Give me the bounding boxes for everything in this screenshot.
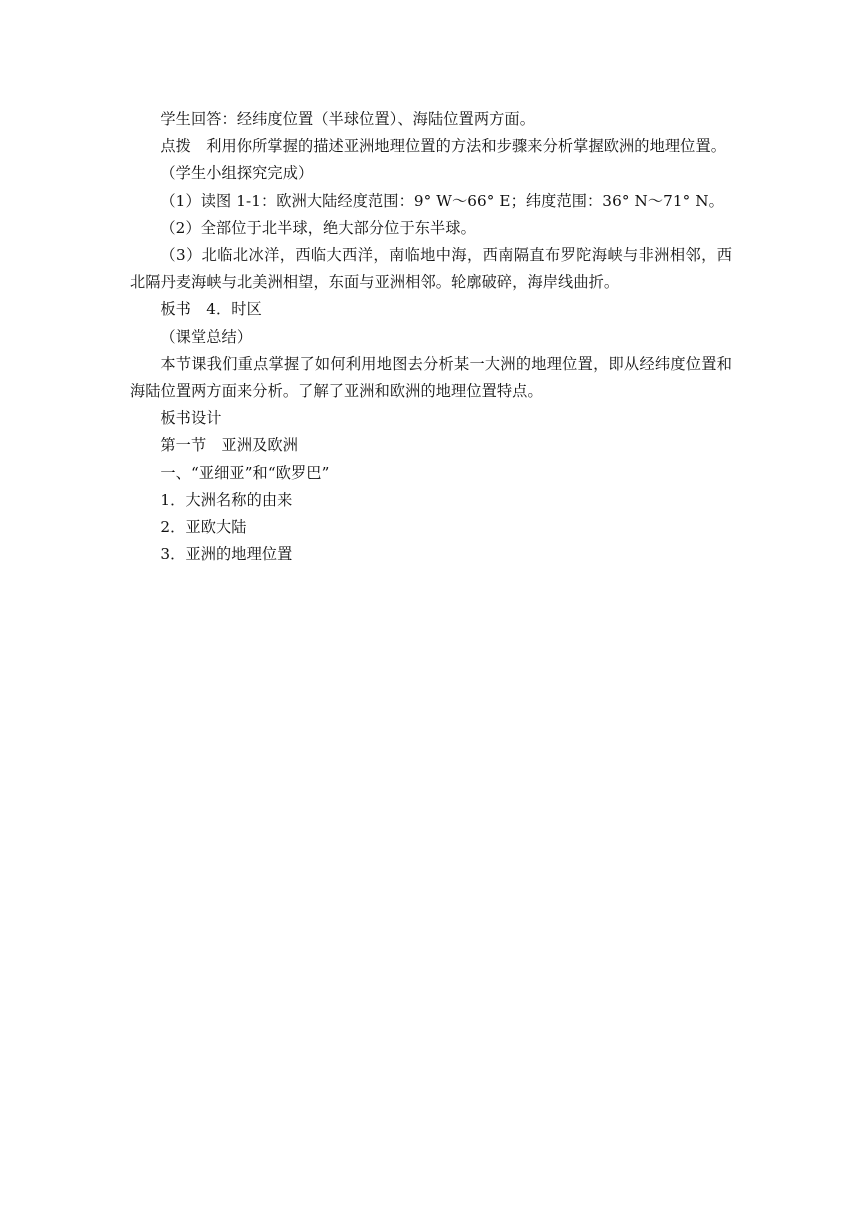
board-note-time-zone: 板书 4．时区 bbox=[160, 300, 262, 319]
board-design-heading: 板书设计 bbox=[160, 409, 222, 428]
outline-subitem-3: 3．亚洲的地理位置 bbox=[160, 545, 293, 564]
student-answer-paragraph: 学生回答：经纬度位置（半球位置）、海陆位置两方面。 bbox=[160, 110, 535, 128]
outline-subitem-1: 1．大洲名称的由来 bbox=[160, 490, 293, 509]
lesson-summary-heading: （课堂总结） bbox=[160, 327, 253, 346]
document-body bbox=[130, 106, 732, 568]
sea-land-position-paragraph: （3）北临北冰洋，西临大西洋，南临地中海，西南隔直布罗陀海峡与非洲相邻，西北隔丹麦海峡与北美洲相望，东面与亚洲相邻。轮廓破碎，海岸线曲折。 bbox=[130, 246, 732, 292]
outline-item-1: 一、“亚细亚”和“欧罗巴” bbox=[160, 463, 330, 482]
group-inquiry-note: （学生小组探究完成） bbox=[160, 164, 314, 183]
europe-extent-paragraph: （1）读图 1-1：欧洲大陆经度范围：9° W～66° E；纬度范围：36° N～71° N。 bbox=[160, 191, 724, 210]
hemisphere-paragraph: （2）全部位于北半球，绝大部分位于东半球。 bbox=[160, 218, 476, 237]
outline-subitem-2: 2．亚欧大陆 bbox=[160, 518, 247, 537]
lesson-summary-paragraph: 本节课我们重点掌握了如何利用地图去分析某一大洲的地理位置，即从经纬度位置和海陆位置两方面来分析。了解了亚洲和欧洲的地理位置特点。 bbox=[130, 354, 732, 401]
section-title: 第一节 亚洲及欧洲 bbox=[160, 436, 298, 455]
guidance-paragraph: 点拨 利用你所掌握的描述亚洲地理位置的方法和步骤来分析掌握欧洲的地理位置。 bbox=[160, 137, 727, 156]
